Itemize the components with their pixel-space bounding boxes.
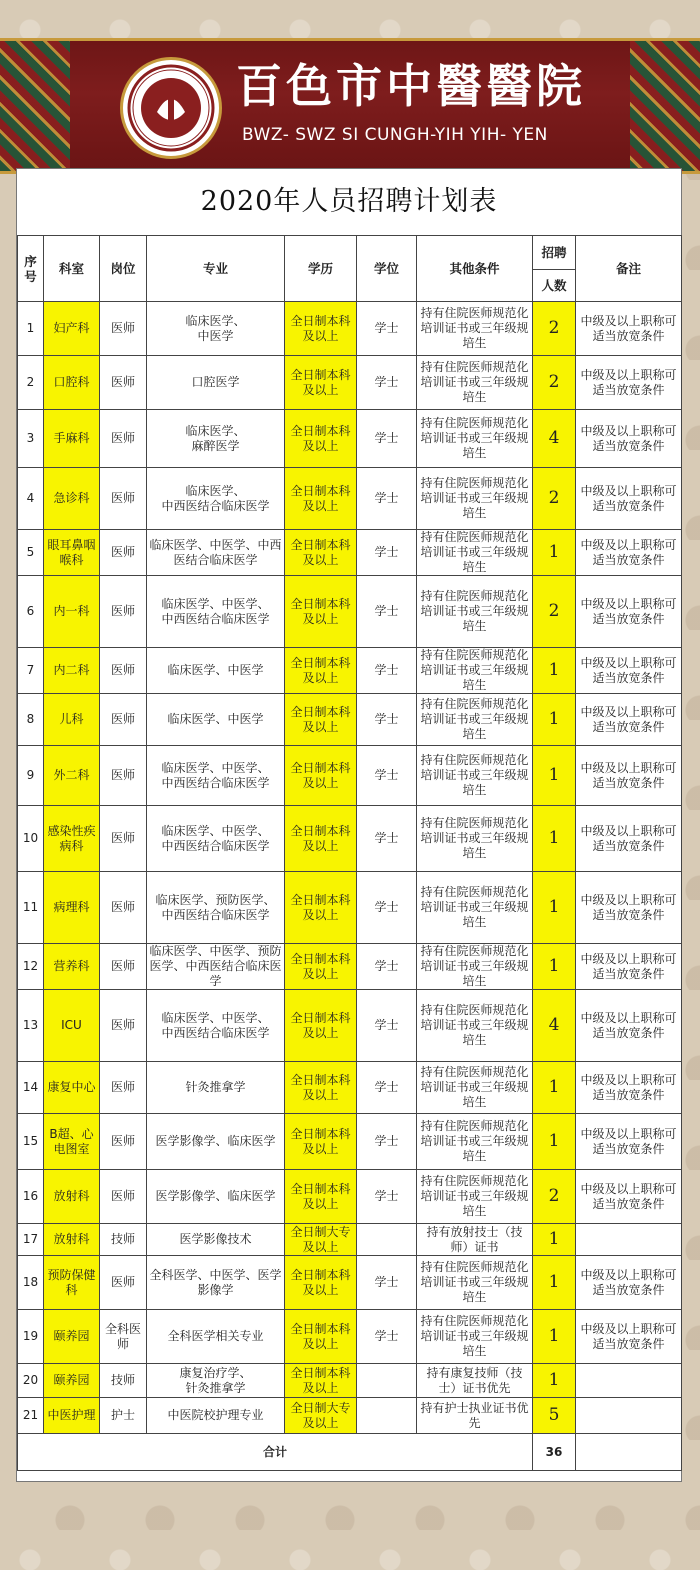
cell-notes: 中级及以上职称可适当放宽条件 <box>576 302 682 356</box>
cell-count: 1 <box>533 694 576 746</box>
cell-count: 1 <box>533 1310 576 1364</box>
hospital-banner <box>0 38 700 174</box>
cell-major: 医学影像技术 <box>147 1224 285 1256</box>
cell-notes: 中级及以上职称可适当放宽条件 <box>576 576 682 648</box>
cell-degree: 学士 <box>357 302 417 356</box>
cell-seq: 4 <box>18 468 44 530</box>
table-row <box>18 1224 682 1256</box>
table-row <box>18 872 682 944</box>
cell-conditions: 持有护士执业证书优先 <box>417 1398 533 1434</box>
cell-dept: ICU <box>44 990 100 1062</box>
cell-notes: 中级及以上职称可适当放宽条件 <box>576 648 682 694</box>
header-education: 学历 <box>285 236 357 302</box>
cell-education: 全日制本科及以上 <box>285 576 357 648</box>
cell-conditions: 持有住院医师规范化培训证书或三年级规培生 <box>417 944 533 990</box>
cell-conditions: 持有住院医师规范化培训证书或三年级规培生 <box>417 1062 533 1114</box>
cell-education: 全日制本科及以上 <box>285 648 357 694</box>
cell-position: 医师 <box>100 576 147 648</box>
cell-notes: 中级及以上职称可适当放宽条件 <box>576 1256 682 1310</box>
table-row <box>18 944 682 990</box>
cell-count: 1 <box>533 648 576 694</box>
cell-notes: 中级及以上职称可适当放宽条件 <box>576 990 682 1062</box>
cell-count: 1 <box>533 872 576 944</box>
cell-notes: 中级及以上职称可适当放宽条件 <box>576 1114 682 1170</box>
cell-conditions: 持有住院医师规范化培训证书或三年级规培生 <box>417 356 533 410</box>
cell-degree <box>357 1364 417 1398</box>
cell-count: 1 <box>533 1114 576 1170</box>
cell-major: 临床医学、中医学、 中西医结合临床医学 <box>147 576 285 648</box>
cell-major: 医学影像学、临床医学 <box>147 1114 285 1170</box>
cell-position: 医师 <box>100 806 147 872</box>
cell-dept: 中医护理 <box>44 1398 100 1434</box>
cell-dept: 儿科 <box>44 694 100 746</box>
cell-conditions: 持有住院医师规范化培训证书或三年级规培生 <box>417 746 533 806</box>
cell-major: 临床医学、 中医学 <box>147 302 285 356</box>
cell-notes: 中级及以上职称可适当放宽条件 <box>576 694 682 746</box>
cell-dept: 预防保健科 <box>44 1256 100 1310</box>
cell-seq: 9 <box>18 746 44 806</box>
cell-conditions: 持有住院医师规范化培训证书或三年级规培生 <box>417 806 533 872</box>
cell-conditions: 持有住院医师规范化培训证书或三年级规培生 <box>417 410 533 468</box>
cell-education: 全日制本科及以上 <box>285 530 357 576</box>
cell-dept: 内一科 <box>44 576 100 648</box>
table-row <box>18 1256 682 1310</box>
cell-count: 5 <box>533 1398 576 1434</box>
cell-major: 临床医学、 麻醉医学 <box>147 410 285 468</box>
cell-dept: 颐养园 <box>44 1310 100 1364</box>
cell-seq: 18 <box>18 1256 44 1310</box>
cell-seq: 16 <box>18 1170 44 1224</box>
cell-position: 医师 <box>100 746 147 806</box>
cell-dept: 口腔科 <box>44 356 100 410</box>
recruitment-table <box>17 235 682 1471</box>
header-notes: 备注 <box>576 236 682 302</box>
table-row <box>18 694 682 746</box>
cell-degree: 学士 <box>357 1114 417 1170</box>
table-row <box>18 1398 682 1434</box>
cell-position: 医师 <box>100 944 147 990</box>
total-row <box>18 1434 682 1471</box>
scroll-footer <box>0 1480 700 1570</box>
cell-dept: 急诊科 <box>44 468 100 530</box>
cell-count: 2 <box>533 302 576 356</box>
cell-education: 全日制本科及以上 <box>285 410 357 468</box>
cell-degree: 学士 <box>357 410 417 468</box>
total-label: 合计 <box>18 1434 533 1471</box>
cell-degree: 学士 <box>357 1256 417 1310</box>
header-seq: 序号 <box>18 236 44 302</box>
cell-conditions: 持有康复技师（技士）证书优先 <box>417 1364 533 1398</box>
cell-degree: 学士 <box>357 1170 417 1224</box>
cell-notes <box>576 1364 682 1398</box>
cell-degree: 学士 <box>357 990 417 1062</box>
cell-count: 1 <box>533 1256 576 1310</box>
cell-count: 1 <box>533 1364 576 1398</box>
cell-major: 临床医学、中医学、 中西医结合临床医学 <box>147 746 285 806</box>
table-row <box>18 576 682 648</box>
total-notes <box>576 1434 682 1471</box>
recruitment-plan-card <box>16 168 682 1482</box>
cell-count: 2 <box>533 468 576 530</box>
cell-count: 1 <box>533 1224 576 1256</box>
cell-education: 全日制本科及以上 <box>285 944 357 990</box>
cell-conditions: 持有住院医师规范化培训证书或三年级规培生 <box>417 990 533 1062</box>
cell-dept: 妇产科 <box>44 302 100 356</box>
cell-notes: 中级及以上职称可适当放宽条件 <box>576 356 682 410</box>
cell-seq: 7 <box>18 648 44 694</box>
cell-education: 全日制大专及以上 <box>285 1224 357 1256</box>
cell-major: 临床医学、中医学、中西医结合临床医学 <box>147 530 285 576</box>
cell-dept: 病理科 <box>44 872 100 944</box>
cell-dept: 手麻科 <box>44 410 100 468</box>
cell-conditions: 持有住院医师规范化培训证书或三年级规培生 <box>417 1310 533 1364</box>
hospital-logo <box>120 57 222 159</box>
cell-notes: 中级及以上职称可适当放宽条件 <box>576 806 682 872</box>
cell-position: 医师 <box>100 1114 147 1170</box>
cell-position: 医师 <box>100 530 147 576</box>
hospital-logo-icon <box>127 64 215 152</box>
cell-position: 医师 <box>100 356 147 410</box>
cell-education: 全日制本科及以上 <box>285 1256 357 1310</box>
cell-notes <box>576 1398 682 1434</box>
cell-seq: 17 <box>18 1224 44 1256</box>
cell-seq: 1 <box>18 302 44 356</box>
cell-degree: 学士 <box>357 356 417 410</box>
cell-notes: 中级及以上职称可适当放宽条件 <box>576 410 682 468</box>
cell-position: 医师 <box>100 694 147 746</box>
cell-seq: 21 <box>18 1398 44 1434</box>
cell-major: 中医院校护理专业 <box>147 1398 285 1434</box>
cell-major: 临床医学、中医学 <box>147 648 285 694</box>
cell-degree <box>357 1398 417 1434</box>
cell-education: 全日制大专及以上 <box>285 1398 357 1434</box>
table-row <box>18 806 682 872</box>
cell-conditions: 持有放射技士（技师）证书 <box>417 1224 533 1256</box>
cell-seq: 19 <box>18 1310 44 1364</box>
cell-dept: 眼耳鼻咽喉科 <box>44 530 100 576</box>
table-row <box>18 468 682 530</box>
cell-count: 2 <box>533 356 576 410</box>
cell-dept: 放射科 <box>44 1170 100 1224</box>
cell-dept: B超、心电图室 <box>44 1114 100 1170</box>
cell-count: 1 <box>533 746 576 806</box>
cell-degree: 学士 <box>357 648 417 694</box>
table-row <box>18 1310 682 1364</box>
cell-education: 全日制本科及以上 <box>285 1062 357 1114</box>
table-row <box>18 1364 682 1398</box>
table-row <box>18 530 682 576</box>
cell-notes: 中级及以上职称可适当放宽条件 <box>576 944 682 990</box>
cell-notes: 中级及以上职称可适当放宽条件 <box>576 1310 682 1364</box>
table-row <box>18 1062 682 1114</box>
cell-major: 临床医学、中医学、 中西医结合临床医学 <box>147 806 285 872</box>
cell-seq: 13 <box>18 990 44 1062</box>
cell-seq: 6 <box>18 576 44 648</box>
cell-position: 技师 <box>100 1364 147 1398</box>
hospital-name: 百色市中醫醫院 <box>236 59 586 113</box>
cell-degree <box>357 1224 417 1256</box>
cell-conditions: 持有住院医师规范化培训证书或三年级规培生 <box>417 468 533 530</box>
cell-conditions: 持有住院医师规范化培训证书或三年级规培生 <box>417 302 533 356</box>
cell-major: 临床医学、中医学 <box>147 694 285 746</box>
cell-position: 医师 <box>100 410 147 468</box>
cell-conditions: 持有住院医师规范化培训证书或三年级规培生 <box>417 530 533 576</box>
cell-dept: 康复中心 <box>44 1062 100 1114</box>
cell-position: 医师 <box>100 1256 147 1310</box>
cell-conditions: 持有住院医师规范化培训证书或三年级规培生 <box>417 694 533 746</box>
table-row <box>18 302 682 356</box>
cell-degree: 学士 <box>357 806 417 872</box>
cell-education: 全日制本科及以上 <box>285 1170 357 1224</box>
header-count-bottom: 人数 <box>533 270 576 302</box>
cell-dept: 放射科 <box>44 1224 100 1256</box>
cell-degree: 学士 <box>357 694 417 746</box>
header-position: 岗位 <box>100 236 147 302</box>
cell-education: 全日制本科及以上 <box>285 1114 357 1170</box>
cell-major: 临床医学、 中西医结合临床医学 <box>147 468 285 530</box>
cell-notes: 中级及以上职称可适当放宽条件 <box>576 872 682 944</box>
cell-degree: 学士 <box>357 944 417 990</box>
cell-position: 全科医师 <box>100 1310 147 1364</box>
header-major: 专业 <box>147 236 285 302</box>
cell-position: 医师 <box>100 872 147 944</box>
cell-major: 临床医学、中医学、预防医学、中西医结合临床医学 <box>147 944 285 990</box>
table-row <box>18 356 682 410</box>
cell-education: 全日制本科及以上 <box>285 468 357 530</box>
cell-seq: 8 <box>18 694 44 746</box>
cell-position: 护士 <box>100 1398 147 1434</box>
table-row <box>18 1114 682 1170</box>
cell-degree: 学士 <box>357 1310 417 1364</box>
cell-count: 2 <box>533 576 576 648</box>
cell-notes: 中级及以上职称可适当放宽条件 <box>576 1170 682 1224</box>
cell-seq: 15 <box>18 1114 44 1170</box>
cell-count: 4 <box>533 990 576 1062</box>
cell-count: 1 <box>533 806 576 872</box>
header-count-top: 招聘 <box>533 236 576 270</box>
cell-notes: 中级及以上职称可适当放宽条件 <box>576 1062 682 1114</box>
cell-seq: 5 <box>18 530 44 576</box>
table-row <box>18 410 682 468</box>
cell-degree: 学士 <box>357 576 417 648</box>
cell-degree: 学士 <box>357 468 417 530</box>
page-title: 2020年人员招聘计划表 <box>200 186 498 217</box>
cell-dept: 内二科 <box>44 648 100 694</box>
cell-dept: 营养科 <box>44 944 100 990</box>
cell-dept: 感染性疾病科 <box>44 806 100 872</box>
banner-ornament-right <box>630 41 700 171</box>
cell-major: 针灸推拿学 <box>147 1062 285 1114</box>
cell-education: 全日制本科及以上 <box>285 356 357 410</box>
header-degree: 学位 <box>357 236 417 302</box>
cell-count: 2 <box>533 1170 576 1224</box>
cell-notes <box>576 1224 682 1256</box>
cell-education: 全日制本科及以上 <box>285 746 357 806</box>
cell-position: 医师 <box>100 648 147 694</box>
hospital-name-zhuang: BWZ- SWZ SI CUNGH-YIH YIH- YEN <box>242 125 548 145</box>
cell-count: 1 <box>533 1062 576 1114</box>
table-row <box>18 648 682 694</box>
cell-position: 医师 <box>100 302 147 356</box>
cell-notes: 中级及以上职称可适当放宽条件 <box>576 468 682 530</box>
cell-conditions: 持有住院医师规范化培训证书或三年级规培生 <box>417 1256 533 1310</box>
cell-seq: 10 <box>18 806 44 872</box>
cell-position: 技师 <box>100 1224 147 1256</box>
cell-seq: 2 <box>18 356 44 410</box>
cell-major: 全科医学、中医学、医学影像学 <box>147 1256 285 1310</box>
banner-ornament-left <box>0 41 70 171</box>
cell-seq: 11 <box>18 872 44 944</box>
cell-conditions: 持有住院医师规范化培训证书或三年级规培生 <box>417 1170 533 1224</box>
cell-position: 医师 <box>100 990 147 1062</box>
cell-position: 医师 <box>100 468 147 530</box>
cell-seq: 12 <box>18 944 44 990</box>
cell-education: 全日制本科及以上 <box>285 302 357 356</box>
cell-position: 医师 <box>100 1062 147 1114</box>
cell-major: 口腔医学 <box>147 356 285 410</box>
cell-dept: 颐养园 <box>44 1364 100 1398</box>
table-row <box>18 1170 682 1224</box>
cell-education: 全日制本科及以上 <box>285 990 357 1062</box>
header-conditions: 其他条件 <box>417 236 533 302</box>
cell-conditions: 持有住院医师规范化培训证书或三年级规培生 <box>417 648 533 694</box>
cell-notes: 中级及以上职称可适当放宽条件 <box>576 530 682 576</box>
cell-education: 全日制本科及以上 <box>285 1364 357 1398</box>
cell-education: 全日制本科及以上 <box>285 872 357 944</box>
cell-education: 全日制本科及以上 <box>285 694 357 746</box>
cell-major: 康复治疗学、 针灸推拿学 <box>147 1364 285 1398</box>
cell-seq: 20 <box>18 1364 44 1398</box>
cell-notes: 中级及以上职称可适当放宽条件 <box>576 746 682 806</box>
cell-degree: 学士 <box>357 1062 417 1114</box>
cell-conditions: 持有住院医师规范化培训证书或三年级规培生 <box>417 576 533 648</box>
total-count: 36 <box>533 1434 576 1471</box>
table-row <box>18 746 682 806</box>
cell-conditions: 持有住院医师规范化培训证书或三年级规培生 <box>417 1114 533 1170</box>
cell-count: 1 <box>533 944 576 990</box>
cell-major: 全科医学相关专业 <box>147 1310 285 1364</box>
header-dept: 科室 <box>44 236 100 302</box>
cell-dept: 外二科 <box>44 746 100 806</box>
cell-degree: 学士 <box>357 872 417 944</box>
cell-seq: 14 <box>18 1062 44 1114</box>
cell-degree: 学士 <box>357 746 417 806</box>
cell-education: 全日制本科及以上 <box>285 1310 357 1364</box>
cell-position: 医师 <box>100 1170 147 1224</box>
cell-conditions: 持有住院医师规范化培训证书或三年级规培生 <box>417 872 533 944</box>
cell-major: 临床医学、预防医学、 中西医结合临床医学 <box>147 872 285 944</box>
cell-degree: 学士 <box>357 530 417 576</box>
table-row <box>18 990 682 1062</box>
cell-major: 临床医学、中医学、 中西医结合临床医学 <box>147 990 285 1062</box>
cell-seq: 3 <box>18 410 44 468</box>
cell-count: 1 <box>533 530 576 576</box>
cell-count: 4 <box>533 410 576 468</box>
cell-major: 医学影像学、临床医学 <box>147 1170 285 1224</box>
cell-education: 全日制本科及以上 <box>285 806 357 872</box>
